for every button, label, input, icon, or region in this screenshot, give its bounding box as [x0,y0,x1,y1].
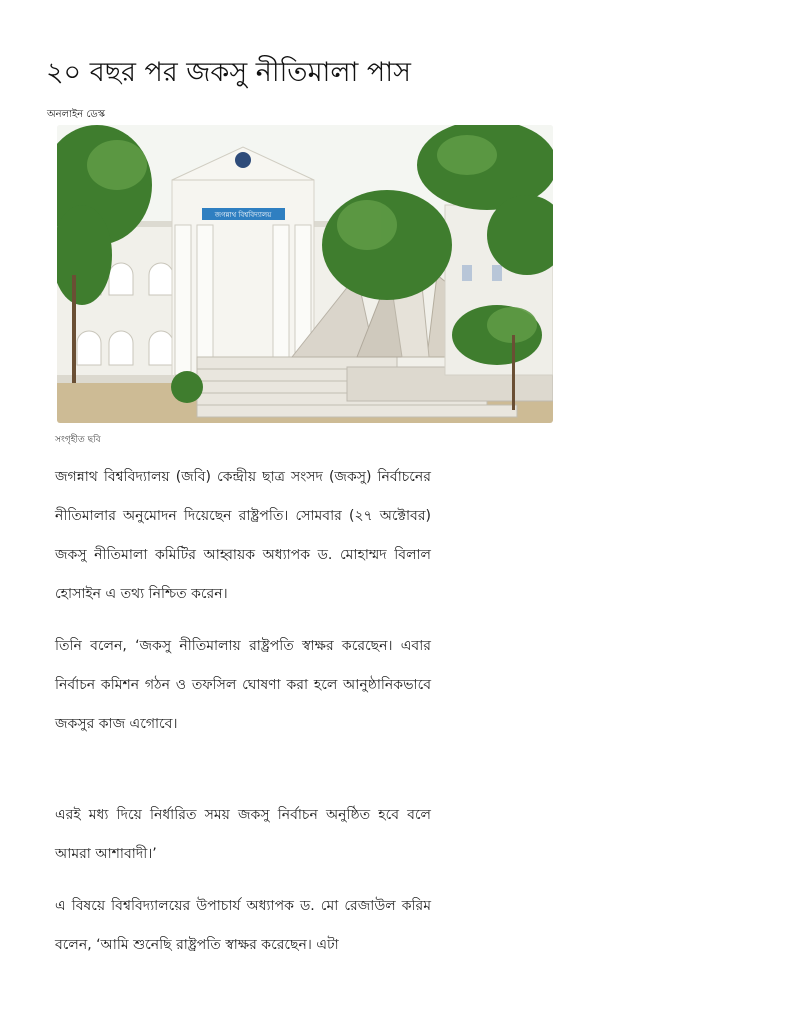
article-byline: অনলাইন ডেস্ক [47,109,105,120]
article-body [55,458,431,978]
article-photo [57,125,553,423]
article-headline: ২০ বছর পর জকসু নীতিমালা পাস [46,57,411,88]
article-paragraph: তিনি বলেন, ‘জকসু নীতিমালায় রাষ্ট্রপতি স্বাক্ষর করেছেন। এবার নির্বাচন কমিশন গঠন ও তফসিল ঘোষণা করা হলে আনুষ্ঠানিকভাবে জকসুর কাজ এগোবে। [55,638,431,732]
article-paragraph: এ বিষয়ে বিশ্ববিদ্যালয়ের উপাচার্য অধ্যাপক ড. মো রেজাউল করিম বলেন, ‘আমি শুনেছি রাষ্ট্রপতি স্বাক্ষর করেছেন। এটা [55,898,431,953]
photo-caption: সংগৃহীত ছবি [55,435,101,445]
article-paragraph: এরই মধ্য দিয়ে নির্ধারিত সময় জকসু নির্বাচন অনুষ্ঠিত হবে বলে আমরা আশাবাদী।’ [55,807,431,862]
building-sign-text: জগন্নাথ বিশ্ববিদ্যালয় [214,211,272,219]
article-paragraph: জগন্নাথ বিশ্ববিদ্যালয় (জবি) কেন্দ্রীয় ছাত্র সংসদ (জকসু) নির্বাচনের নীতিমালার অনুমোদন দিয়েছেন রাষ্ট্রপতি। সোমবার (২৭ অক্টোবর) জকসু নীতিমালা কমিটির আহ্বায়ক অধ্যাপক ড. মোহাম্মদ বিলাল হোসাইন এ তথ্য নিশ্চিত করেন। [55,469,431,602]
